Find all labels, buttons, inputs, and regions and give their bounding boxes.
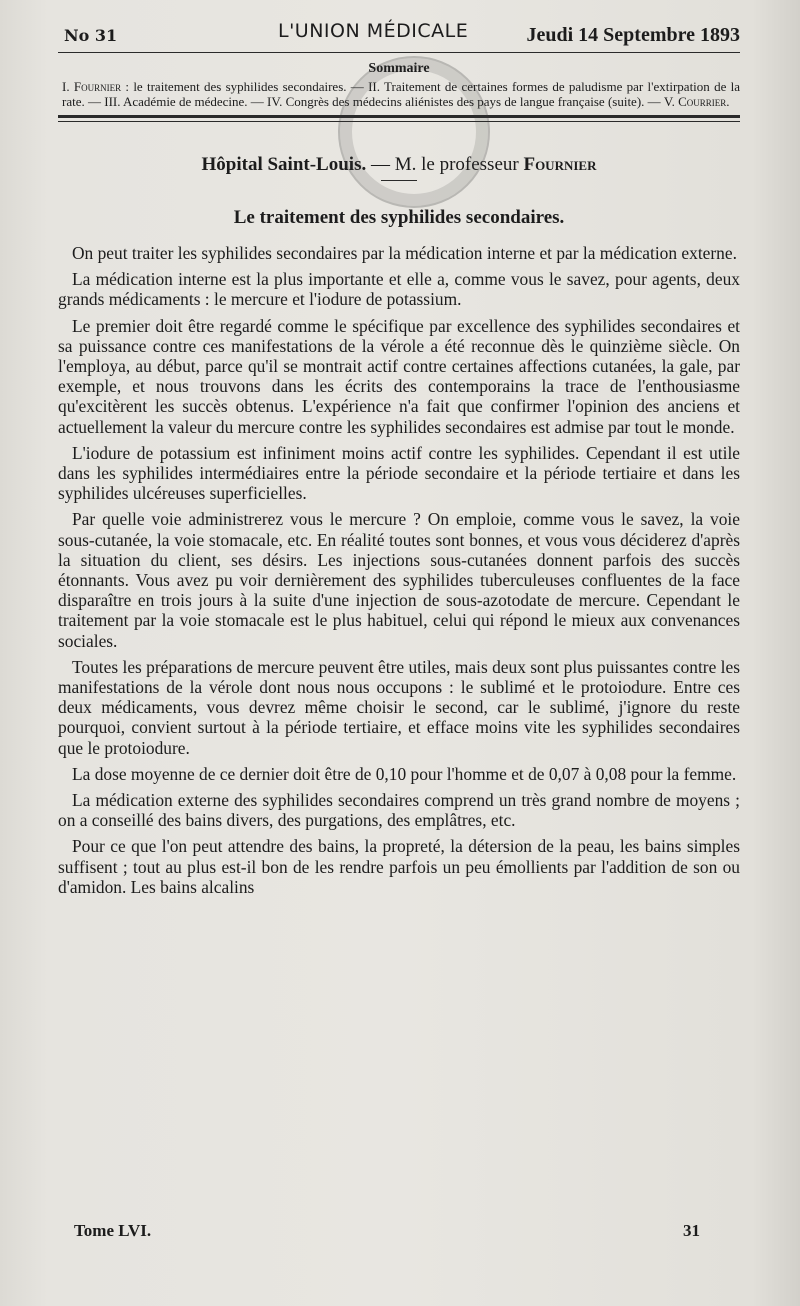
volume-number: Tome LVI. <box>74 1221 152 1240</box>
paragraph: La médication interne est la plus importante et elle a, comme vous le savez, pour agents, deux grands médicaments : le mercure et l'iodure de potassium. <box>58 269 740 310</box>
header-rule <box>58 52 740 53</box>
paragraph: Le premier doit être regardé comme le spécifique par excellence des syphilides secondaires et sa puissance contre ces manifestations de la vérole a été reconnue dès le quinzième siècle. On l'employa, au début, parce qu'il se montrait actif contre certaines affections cutanées, la gale, par exemple, et nous trouvons dans les écrits des contemporains la trace de l'enthousiasme qu'excitèrent les succès obtenus. L'expérience n'a fait que confirmer l'opinion des anciens et actuellement la valeur du mercure contre les syphilides secondaires est admise par tout le monde. <box>58 315 740 437</box>
paragraph: Par quelle voie administrerez vous le mercure ? On emploie, comme vous le savez, la voie sous-cutanée, la voie stomacale, etc. En réalité toutes sont bonnes, et vous vous déciderez d'après la situation du client, ses désirs. Les injections sous-cutanées donnent parfois des succès étonnants. Vous avez pu voir dernièrement des syphilides tuberculeuses confluentes de la face disparaître en trois jours à la suite d'une injection de sous-azotodate de mercure. Cependant le traitement par la voie stomacale est le plus habituel, celui qui répond le mieux aux convenances sociales. <box>58 509 740 651</box>
issue-date: Jeudi 14 Septembre 1893 <box>526 24 740 46</box>
professor-title: M. le professeur <box>394 154 519 175</box>
paragraph: Toutes les préparations de mercure peuvent être utiles, mais deux sont plus puissantes contre les manifestations de la vérole dont nous nous occupons : le sublimé et le protoiodure. Entre ces deux médicaments, vous devrez même choisir le second, car le sublimé, j'ignore du reste pourquoi, convient surtout à la période tertiaire, et efface moins vite les syphilides secondaires que le protoiodure. <box>58 656 740 758</box>
journal-title: L'UNION MÉDICALE <box>278 20 469 42</box>
summary-item-3: III. Académie de médecine. — <box>104 94 264 109</box>
summary-item-2: II. Traitement de certaines formes de paludisme par l'extirpation de la rate. — <box>62 79 741 109</box>
summary-item-1-roman: I. <box>62 79 70 94</box>
professor-name: Fournier <box>523 154 597 175</box>
hospital-name: Hôpital Saint-Louis. <box>201 154 367 175</box>
article-body <box>58 243 740 897</box>
library-stamp <box>338 56 490 208</box>
summary-item-5: V. Courrier. <box>663 94 730 109</box>
summary-item-1-author: Fournier <box>73 79 122 94</box>
issue-number: No 31 <box>64 26 118 45</box>
article-title: Le traitement des syphilides secondaires. <box>233 207 565 228</box>
summary-title: Sommaire <box>368 61 430 76</box>
summary-item-1-text: : le traitement des syphilides secondaires. — <box>125 79 364 94</box>
paragraph: La dose moyenne de ce dernier doit être de 0,10 pour l'homme et de 0,07 à 0,08 pour la femme. <box>72 763 737 784</box>
paragraph: L'iodure de potassium est infiniment moins actif contre les syphilides. Cependant il est utile dans les syphilides intermédiaires entre la période secondaire et la période tertiaire et dans les syphilides ulcéreuses superficielles. <box>58 442 740 504</box>
paragraph: La médication externe des syphilides secondaires comprend un très grand nombre de moyens ; on a conseillé des bains divers, des purgations, des emplâtres, etc. <box>58 790 740 831</box>
running-head <box>58 16 740 48</box>
page-number: 31 <box>683 1221 700 1240</box>
paragraph: Pour ce que l'on peut attendre des bains, la propreté, la détersion de la peau, les bains simples suffisent ; tout au plus est-il bon de les rendre parfois un peu émollients par l'addition de son ou d'amidon. Les bains alcalins <box>58 836 740 897</box>
paragraph: On peut traiter les syphilides secondaires par la médication interne et par la médication externe. <box>72 243 737 263</box>
heading-dash: — <box>370 154 390 175</box>
summary-item-4: IV. Congrès des médecins aliénistes des pays de langue française (suite). — <box>267 94 661 109</box>
